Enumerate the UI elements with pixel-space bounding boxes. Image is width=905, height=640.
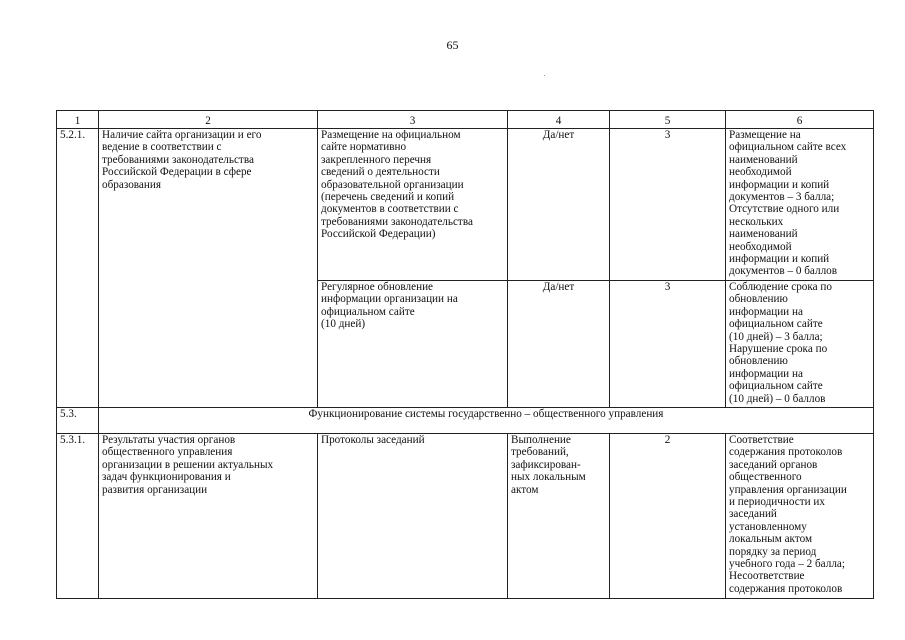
section-title: Функционирование системы государственно – общественного управления [308, 408, 664, 420]
indicator-cell [318, 281, 508, 408]
row-id-cell [57, 129, 99, 408]
rule-text: Соблюдение срока по обновлению информации на официальном сайте (10 дней) – 3 балла; Нарушение срока по обновлению информации на официальном сайте (10 дней) – 0 баллов [729, 281, 832, 405]
rule-text: Соответствие содержания протоколов заседаний органов общественного управления организации и периодичности их заседаний установленному локальным актом порядку за период учебного года – 2 балла; Несоответствие содержания протоколов [729, 434, 847, 595]
row-id: 5.2.1. [60, 129, 86, 141]
rule-cell [726, 434, 874, 599]
criterion-cell [99, 129, 318, 408]
header-cell-6: 6 [726, 111, 874, 129]
indicator-cell [318, 129, 508, 281]
points-cell [610, 281, 726, 408]
criteria-table [56, 110, 874, 599]
measure-cell [508, 129, 610, 281]
rule-cell [726, 281, 874, 408]
section-row [57, 408, 874, 434]
indicator-cell [318, 434, 508, 599]
header-cell-1: 1 [57, 111, 99, 129]
indicator-text: Регулярное обновление информации организации на официальном сайте (10 дней) [321, 281, 458, 331]
points-cell [610, 129, 726, 281]
points-cell [610, 434, 726, 599]
points-text: 2 [664, 434, 671, 446]
rule-cell [726, 129, 874, 281]
page-number: 65 [446, 38, 459, 52]
row-id: 5.3.1. [60, 434, 86, 446]
points-text: 3 [664, 129, 671, 141]
section-id: 5.3. [60, 408, 77, 420]
measure-cell [508, 434, 610, 599]
header-cell-5: 5 [610, 111, 726, 129]
section-title-cell [99, 408, 874, 434]
header-cell-3: 3 [318, 111, 508, 129]
measure-text: Да/нет [542, 129, 575, 141]
measure-text: Выполнение требований, зафиксирован- ных локальным актом [511, 434, 586, 496]
table-row [57, 434, 874, 599]
points-text: 3 [664, 281, 671, 293]
indicator-text: Протоколы заседаний [321, 434, 425, 446]
header-cell-2: 2 [99, 111, 318, 129]
criterion-text: Результаты участия органов общественного управления организации в решении актуальных задач функционирования и развития организации [102, 434, 274, 496]
measure-cell [508, 281, 610, 408]
row-id-cell [57, 434, 99, 599]
section-id-cell [57, 408, 99, 434]
scan-speck [544, 75, 545, 76]
rule-text: Размещение на официальном сайте всех наименований необходимой информации и копий документов – 3 балла; Отсутствие одного или нескольких наименований необходимой информации и копий документов – 0 баллов [729, 129, 847, 278]
measure-text: Да/нет [542, 281, 575, 293]
table-row [57, 129, 874, 281]
criterion-cell [99, 434, 318, 599]
header-cell-4: 4 [508, 111, 610, 129]
indicator-text: Размещение на официальном сайте нормативно закрепленного перечня сведений о деятельности образовательной организации (перечень сведений и копий документов в соответствии с требованиями законодательства Российской Федерации) [321, 129, 473, 241]
header-row [57, 111, 874, 129]
criterion-text: Наличие сайта организации и его ведение в соответствии с требованиями законодательства Российской Федерации в сфере образования [102, 129, 262, 191]
